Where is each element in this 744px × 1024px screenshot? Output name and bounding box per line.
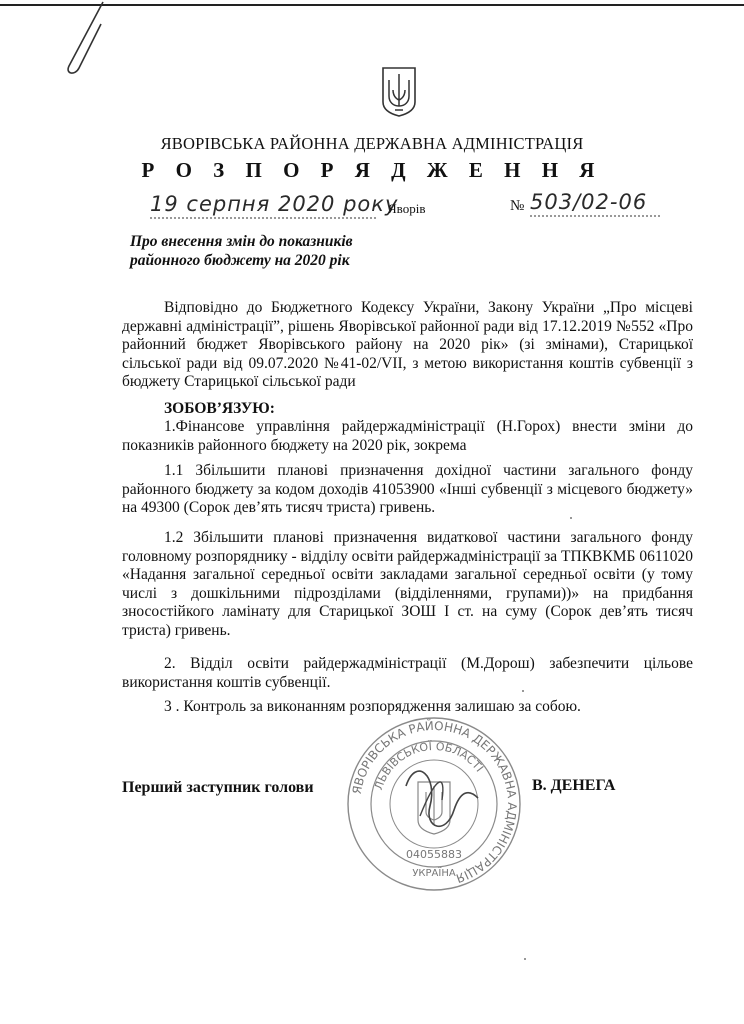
number-sign: № (510, 198, 525, 214)
signer-name: В. ДЕНЕГА (532, 777, 616, 794)
svg-text:04055883: 04055883 (406, 848, 462, 861)
document-subject (130, 232, 353, 270)
item-1-1-text: 1.1 Збільшити планові призначення дохідної частини загального фонду районного бюджету за кодом доходів 41053900 «Інші субвенції з місцевого бюджету» на 49300 (Сорок дев’ять тисяч триста) гривень. (122, 462, 693, 517)
document-title: Р О З П О Р Я Д Ж Е Н Н Я (141, 158, 603, 182)
document-city: Яворів (388, 201, 426, 216)
preamble-text: Відповідно до Бюджетного Кодексу України, Закону України „Про місцеві державні адміністрації”, рішень Яворівської районної ради від 17.12.2019 №552 «Про районний бюджет Яворівського району на 2020 рік» (зі змінами), Старицької сільської ради від 09.07.2020 №41-02/VII, з метою використання коштів субвенції з бюджету Старицької сільської ради (122, 299, 693, 391)
item-2-paragraph (122, 655, 693, 692)
item-3-text: 3 . Контроль за виконанням розпорядження залишаю за собою. (164, 698, 581, 715)
item-1-2-text: 1.2 Збільшити планові призначення видаткової частини загального фонду головному розпоряднику - відділу освіти райдержадміністрації за ТПКВКМБ 0611020 «Надання загальної середньої освіти закладами загальної середньої освіти (у тому числі з дошкільними підрозділами (відділеннями, групами))» на придбання зносостійкого ламінату для Старицької ЗОШ І ст. на суму (Сорок дев’ять тисяч триста) гривень. (122, 529, 693, 639)
svg-text:ЛЬВІВСЬКОЇ ОБЛАСТІ: ЛЬВІВСЬКОЇ ОБЛАСТІ (372, 739, 486, 792)
official-seal-stamp (346, 716, 522, 892)
item-3-paragraph (122, 698, 693, 717)
svg-text:ЯВОРІВСЬКА РАЙОННА ДЕРЖАВНА АД: ЯВОРІВСЬКА РАЙОННА ДЕРЖАВНА АДМІНІСТРАЦІЯ (349, 718, 520, 886)
item-2-text: 2. Відділ освіти райдержадміністрації (М.Дорош) забезпечити цільове використання коштів субвенції. (122, 655, 693, 691)
scan-speck (570, 517, 572, 519)
document-date-handwritten: 19 серпня 2020 року (150, 192, 399, 216)
scan-speck (522, 690, 524, 692)
item-1-paragraph (122, 418, 693, 455)
document-number-handwritten: 503/02-06 (530, 190, 648, 214)
scan-speck (524, 958, 526, 960)
subject-line-1: Про внесення змін до показників (130, 233, 353, 250)
preamble-paragraph (122, 299, 693, 392)
item-1-2-paragraph (122, 529, 693, 641)
number-underline (530, 214, 660, 218)
signer-position: Перший заступник голови (122, 779, 314, 796)
svg-text:УКРАЇНА: УКРАЇНА (412, 868, 456, 879)
item-1-1-paragraph (122, 462, 693, 518)
item-1-text: 1.Фінансове управління райдержадміністрації (Н.Горох) внести зміни до показників районного бюджету на 2020 рік, зокрема (122, 418, 693, 454)
paperclip-mark (55, 0, 115, 80)
organization-name: ЯВОРІВСЬКА РАЙОННА ДЕРЖАВНА АДМІНІСТРАЦІЯ (160, 134, 584, 153)
oblige-heading: ЗОБОВ’ЯЗУЮ: (164, 400, 275, 417)
subject-line-2: районного бюджету на 2020 рік (130, 252, 350, 269)
coat-of-arms-icon (381, 66, 417, 118)
date-underline (150, 216, 376, 220)
